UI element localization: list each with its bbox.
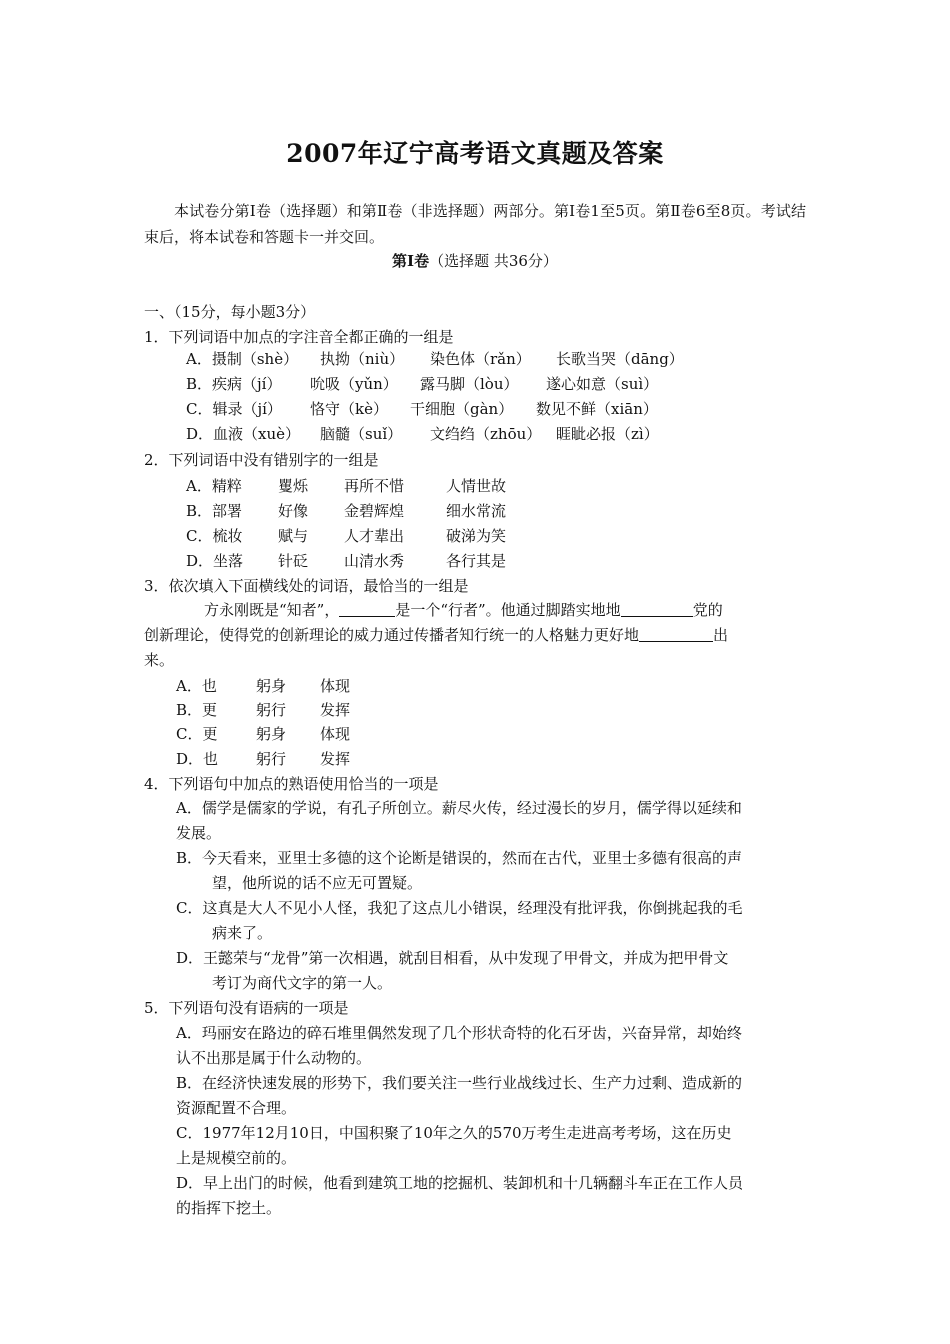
q3-c-2: 躬身: [256, 725, 287, 743]
q3-option-c: [176, 722, 350, 746]
q1-option-b: [186, 372, 658, 396]
q3-c-1: C．更: [176, 725, 218, 743]
q4-option-a-line-2: 发展。: [176, 824, 222, 842]
q2-option-d: [186, 549, 506, 573]
q3-a-1: A．也: [176, 677, 217, 695]
q3-passage-line-3: 来。: [144, 651, 175, 669]
q3-passage-part-b: 是一个“行者”。他通过脚踏实地地: [395, 601, 621, 619]
q2-option-c: [186, 524, 506, 548]
q3-b-1: B．更: [176, 701, 218, 719]
q1-b-3: 露马脚（lòu）: [420, 375, 519, 393]
q1-a-4: 长歌当哭（dāng）: [556, 350, 684, 368]
q4-option-c-line-2: 病来了。: [212, 924, 273, 942]
q3-option-a: [176, 674, 350, 698]
q3-blank-2: [621, 600, 693, 617]
q2-b-4: 细水常流: [446, 502, 507, 520]
q2-b-2: 好像: [278, 502, 309, 520]
q2-d-1: D．坐落: [186, 552, 244, 570]
q3-a-2: 躬身: [256, 677, 287, 695]
q2-c-3: 人才辈出: [344, 527, 405, 545]
q4-option-b-line-1: B．今天看来，亚里士多德的这个论断是错误的，然而在古代，亚里士多德有很高的声: [176, 849, 743, 867]
q3-option-d: [176, 747, 350, 771]
q3-option-b: [176, 698, 350, 722]
q1-b-2: 吮吸（yǔn）: [310, 375, 398, 393]
q3-d-1: D．也: [176, 750, 219, 768]
q3-d-3: 发挥: [320, 750, 351, 768]
q4-option-a-line-1: A．儒学是儒家的学说，有孔子所创立。薪尽火传，经过漫长的岁月，儒学得以延续和: [176, 799, 742, 817]
q2-c-2: 赋与: [278, 527, 309, 545]
q3-a-3: 体现: [320, 677, 351, 695]
q5-option-b-line-1: B．在经济快速发展的形势下，我们要关注一些行业战线过长、生产力过剩、造成新的: [176, 1074, 743, 1092]
q2-b-1: B．部署: [186, 502, 243, 520]
q1-d-3: 文绉绉（zhōu）: [430, 425, 542, 443]
q1-a-2: 执拗（niù）: [320, 350, 405, 368]
q2-a-2: 矍烁: [278, 477, 309, 495]
intro-paragraph: 本试卷分第Ⅰ卷（选择题）和第Ⅱ卷（非选择题）两部分。第Ⅰ卷1至5页。第Ⅱ卷6至8页。考试结束后，将本试卷和答题卡一并交回。: [144, 202, 806, 246]
q1-c-3: 干细胞（gàn）: [410, 400, 514, 418]
q5-option-d-line-2: 的指挥下挖土。: [176, 1199, 282, 1217]
q3-passage-part-d: 创新理论，使得党的创新理论的威力通过传播者知行统一的人格魅力更好地: [144, 626, 640, 644]
q3-b-2: 躬行: [256, 701, 287, 719]
section-heading: 一、（15分，每小题3分）: [144, 303, 316, 321]
q4-option-d-line-1: D．王懿荣与“龙骨”第一次相遇，就刮目相看，从中发现了甲骨文，并成为把甲骨文: [176, 949, 729, 967]
q2-d-4: 各行其是: [446, 552, 507, 570]
q3-blank-3: [639, 625, 713, 642]
q3-passage-part-c: 党的: [692, 601, 723, 619]
q1-d-2: 脑髓（suǐ）: [320, 425, 403, 443]
q4-option-b-line-2: 望，他所说的话不应无可置疑。: [212, 874, 423, 892]
q3-passage-part-a: 方永刚既是“知者”，: [204, 601, 340, 619]
q3-passage-part-e: 出: [713, 626, 729, 644]
q5-option-d-line-1: D．早上出门的时候，他看到建筑工地的挖掘机、装卸机和十几辆翻斗车正在工作人员: [176, 1174, 744, 1192]
volume-heading-note: （选择题 共36分）: [429, 252, 558, 270]
q1-c-4: 数见不鲜（xiān）: [536, 400, 658, 418]
q5-option-a-line-2: 认不出那是属于什么动物的。: [176, 1049, 372, 1067]
q1-d-4: 睚眦必报（zì）: [556, 425, 659, 443]
q5-stem: 5．下列语句没有语病的一项是: [144, 999, 349, 1017]
q1-option-a: [186, 347, 684, 371]
q1-c-1: C．辑录（jí）: [186, 400, 282, 418]
q2-option-a: [186, 474, 506, 498]
volume-heading-label: 第Ⅰ卷: [392, 252, 430, 270]
q2-d-3: 山清水秀: [344, 552, 405, 570]
q4-option-d-line-2: 考订为商代文字的第一人。: [212, 974, 393, 992]
q2-option-b: [186, 499, 506, 523]
q2-a-4: 人情世故: [446, 477, 507, 495]
q3-blank-1: [339, 600, 395, 617]
q5-option-a-line-1: A．玛丽安在路边的碎石堆里偶然发现了几个形状奇特的化石牙齿，兴奋异常，却始终: [176, 1024, 742, 1042]
q5-option-c-line-1: C．1977年12月10日，中国积聚了10年之久的570万考生走进高考考场，这在历史: [176, 1124, 732, 1142]
q1-b-4: 遂心如意（suì）: [546, 375, 659, 393]
q1-a-3: 染色体（rǎn）: [430, 350, 531, 368]
q1-option-c: [186, 397, 658, 421]
q2-a-1: A．精粹: [186, 477, 242, 495]
q1-d-1: D．血液（xuè）: [186, 425, 301, 443]
q2-d-2: 针砭: [278, 552, 309, 570]
q1-c-2: 恪守（kè）: [310, 400, 388, 418]
q3-stem: 3．依次填入下面横线处的词语，最恰当的一组是: [144, 577, 469, 595]
q4-option-c-line-1: C．这真是大人不见小人怪，我犯了这点儿小错误，经理没有批评我，你倒挑起我的毛: [176, 899, 743, 917]
q2-a-3: 再所不惜: [344, 477, 405, 495]
q5-option-b-line-2: 资源配置不合理。: [176, 1099, 297, 1117]
q3-b-3: 发挥: [320, 701, 351, 719]
q2-c-4: 破涕为笑: [446, 527, 507, 545]
page-title: 2007年辽宁高考语文真题及答案: [286, 139, 664, 168]
q2-stem: 2．下列词语中没有错别字的一组是: [144, 451, 379, 469]
q1-a-1: A．摄制（shè）: [186, 350, 299, 368]
q3-passage-line-1: [204, 598, 723, 622]
q1-option-d: [186, 422, 659, 446]
q2-c-1: C．梳妆: [186, 527, 243, 545]
q2-b-3: 金碧辉煌: [344, 502, 405, 520]
q3-passage-line-2: [144, 623, 728, 647]
q5-option-c-line-2: 上是规模空前的。: [176, 1149, 297, 1167]
volume-heading: [0, 250, 950, 271]
q3-d-2: 躬行: [256, 750, 287, 768]
q1-b-1: B．疾病（jí）: [186, 375, 282, 393]
q4-stem: 4．下列语句中加点的熟语使用恰当的一项是: [144, 775, 439, 793]
q1-stem: 1．下列词语中加点的字注音全都正确的一组是: [144, 328, 454, 346]
q3-c-3: 体现: [320, 725, 351, 743]
